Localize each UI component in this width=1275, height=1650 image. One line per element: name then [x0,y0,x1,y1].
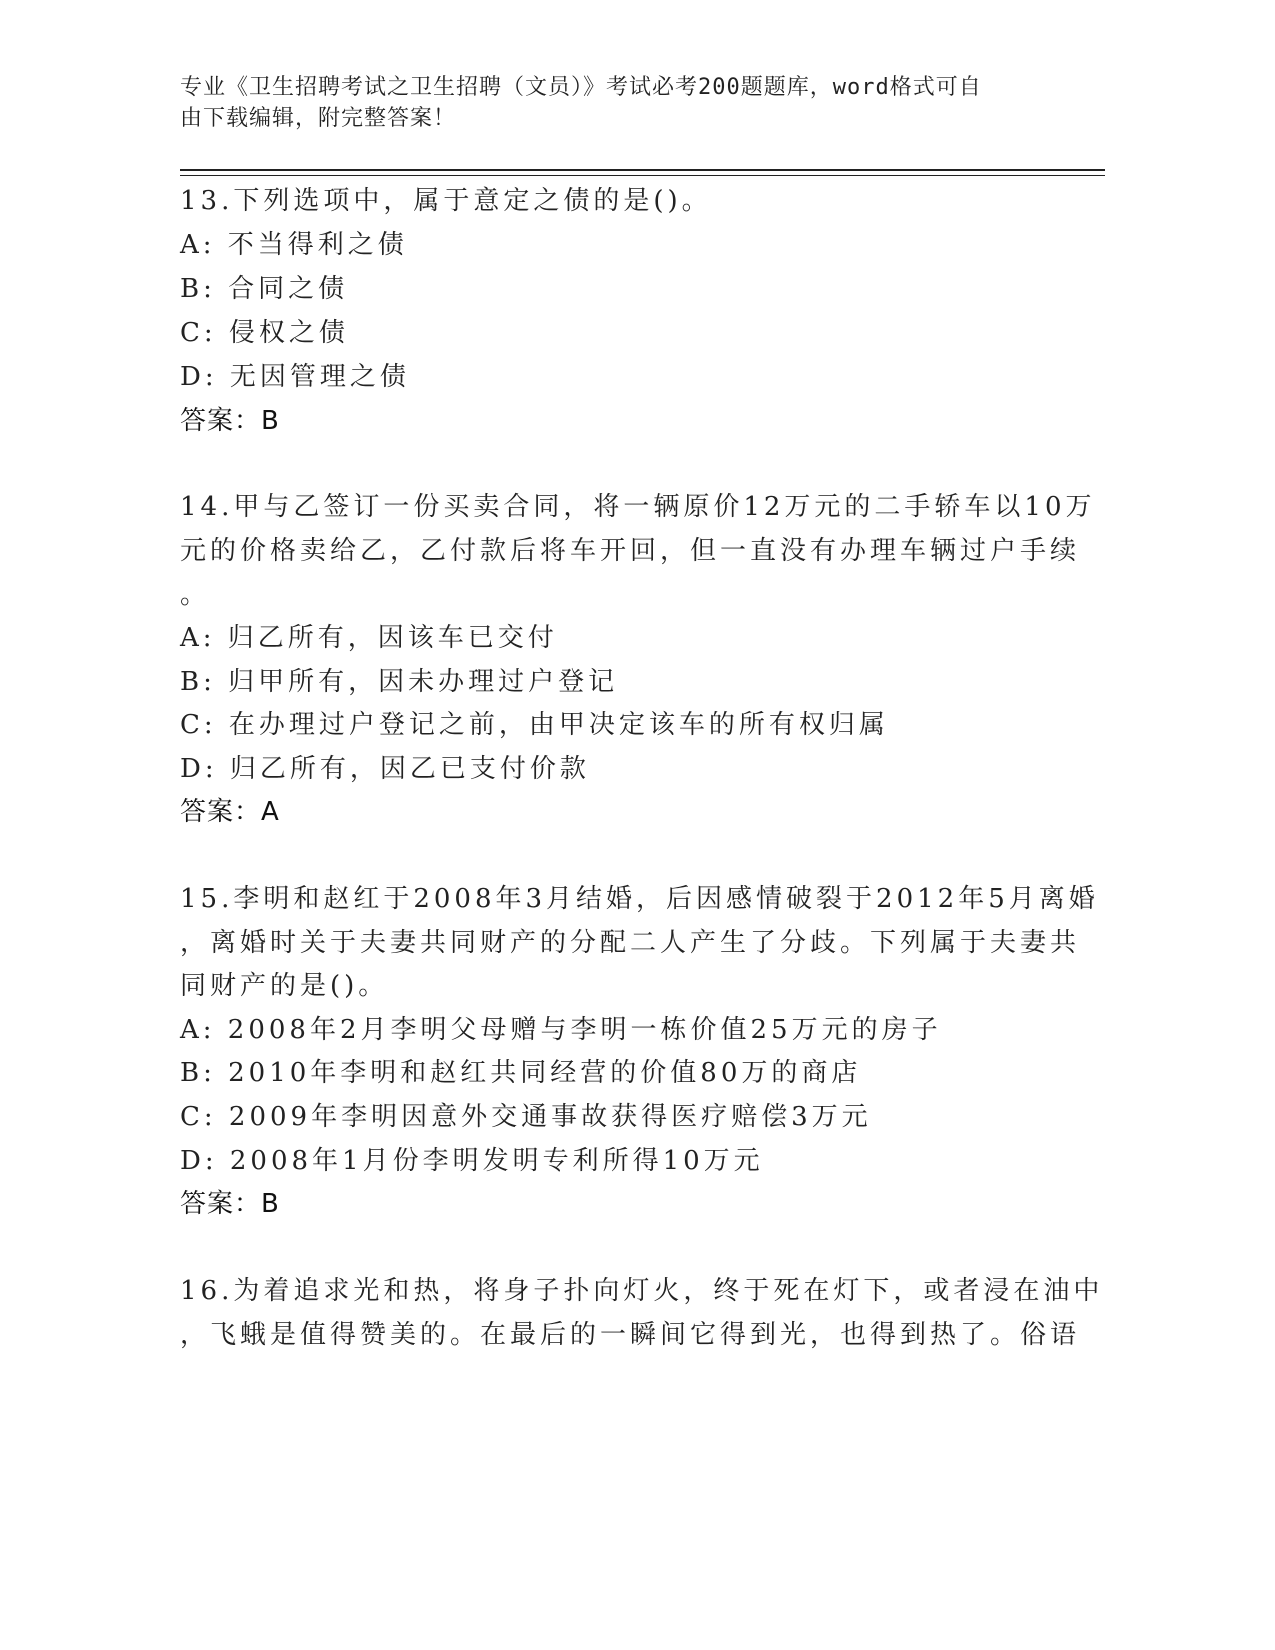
question-15-answer: 答案：B [180,1189,280,1219]
question-15-stem-line-2: ，离婚时关于夫妻共同财产的分配二人产生了分歧。下列属于夫妻共 [180,928,1081,958]
header-divider-thick [180,169,1105,171]
question-13-answer: 答案：B [180,406,280,436]
question-13-stem-line-1: 13.下列选项中，属于意定之债的是()。 [180,186,712,216]
question-15-option-d: D: 2008年1月份李明发明专利所得10万元 [180,1146,764,1176]
header-line-1: 专业《卫生招聘考试之卫生招聘（文员）》考试必考200题题库，word格式可自 [180,75,982,100]
question-16-stem-line-2: ，飞蛾是值得赞美的。在最后的一瞬间它得到光，也得到热了。俗语 [180,1320,1081,1350]
question-13-option-a: A: 不当得利之债 [180,230,408,260]
question-13-option-d: D: 无因管理之债 [180,362,410,392]
question-14-answer: 答案：A [180,797,280,827]
question-15-stem-line-3: 同财产的是()。 [180,971,389,1001]
question-14-option-a: A: 归乙所有，因该车已交付 [180,623,558,653]
question-13-option-c: C: 侵权之债 [180,318,349,348]
question-15-stem-line-1: 15.李明和赵红于2008年3月结婚，后因感情破裂于2012年5月离婚 [180,884,1099,914]
question-15-option-b: B: 2010年李明和赵红共同经营的价值80万的商店 [180,1058,862,1088]
question-14-option-c: C: 在办理过户登记之前，由甲决定该车的所有权归属 [180,710,889,740]
question-14-stem-line-3: 。 [180,580,211,610]
header-divider-thin [180,175,1105,176]
question-13-option-b: B: 合同之债 [180,274,349,304]
question-14-stem-line-1: 14.甲与乙签订一份买卖合同，将一辆原价12万元的二手轿车以10万 [180,492,1096,522]
question-14-stem-line-2: 元的价格卖给乙，乙付款后将车开回，但一直没有办理车辆过户手续 [180,536,1081,566]
question-14-option-b: B: 归甲所有，因未办理过户登记 [180,667,619,697]
question-15-option-c: C: 2009年李明因意外交通事故获得医疗赔偿3万元 [180,1102,872,1132]
document-header [180,72,1040,134]
question-15-option-a: A: 2008年2月李明父母赠与李明一栋价值25万元的房子 [180,1015,942,1045]
header-line-2: 由下载编辑，附完整答案！ [180,106,457,131]
question-14-option-d: D: 归乙所有，因乙已支付价款 [180,754,590,784]
question-16-stem-line-1: 16.为着追求光和热，将身子扑向灯火，终于死在灯下，或者浸在油中 [180,1276,1104,1306]
